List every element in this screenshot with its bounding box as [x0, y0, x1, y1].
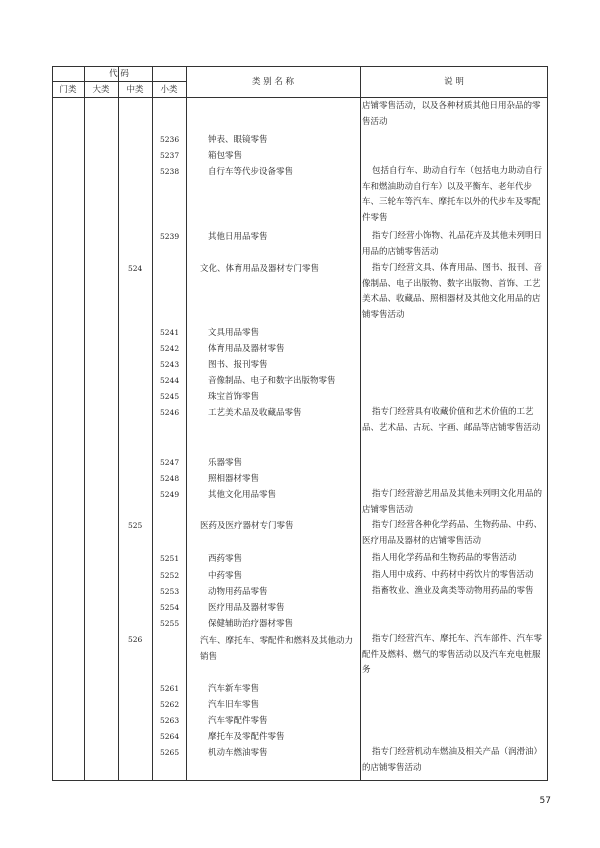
row-description: 指专门经营各种化学药品、生物药品、中药、医疗用品及器材的店铺零售活动 — [362, 520, 543, 546]
row-name: 摩托车及零配件零售 — [208, 732, 285, 742]
row-code: 5254 — [160, 603, 180, 612]
row-code: 5236 — [160, 135, 180, 144]
col-divider-name — [360, 66, 361, 781]
row-description: 指专门经营游艺用品及其他未列明文化用品的店铺零售活动 — [362, 489, 543, 515]
col-divider-menlei — [84, 66, 85, 781]
row-description: 指人用中成药、中药材中药饮片的零售活动 — [372, 570, 534, 580]
row-code: 5252 — [160, 571, 180, 580]
row-name: 珠宝首饰零售 — [208, 392, 260, 402]
row-description: 指畜牧业、渔业及禽类等动物用药品的零售 — [372, 586, 534, 596]
row-code: 5265 — [160, 748, 180, 757]
header-zhonglei: 中类 — [126, 85, 144, 95]
row-code: 5249 — [160, 490, 180, 499]
row-description: 指专门经营小饰物、礼品花卉及其他未列明日用品的店铺零售活动 — [362, 231, 543, 257]
row-name: 照相器材零售 — [208, 474, 260, 484]
header-code-split — [52, 81, 186, 82]
row-name: 自行车等代步设备零售 — [208, 167, 294, 177]
row-code: 526 — [128, 635, 143, 644]
row-code: 5237 — [160, 151, 180, 160]
row-name: 西药零售 — [208, 554, 243, 564]
row-code: 5248 — [160, 474, 180, 483]
row-name: 医药及医疗器材专门零售 — [200, 521, 294, 531]
row-name: 汽车新车零售 — [208, 684, 260, 694]
row-name: 其他文化用品零售 — [208, 490, 277, 500]
row-description: 指人用化学药品和生物药品的零售活动 — [372, 553, 517, 563]
row-code: 5244 — [160, 376, 180, 385]
header-code: 代 码 — [109, 69, 129, 79]
row-description: 指专门经营汽车、摩托车、汽车部件、汽车零配件及燃料、燃气的零售活动以及汽车充电桩服务 — [362, 634, 543, 676]
row-description: 指专门经营文具、体育用品、图书、报刊、音像制品、电子出版物、数字出版物、首饰、工艺美术品、收藏品、照相器材及其他文化用品的店铺零售活动 — [362, 263, 543, 320]
header-category-name: 类 别 名 称 — [251, 77, 295, 87]
row-description: 指专门经营具有收藏价值和艺术价值的工艺品、艺术品、古玩、字画、邮品等店铺零售活动 — [362, 407, 541, 433]
row-code: 5243 — [160, 360, 180, 369]
row-name: 中药零售 — [208, 571, 243, 581]
row-name: 箱包零售 — [208, 151, 243, 161]
row-code: 5253 — [160, 587, 180, 596]
row-description: 指专门经营机动车燃油及相关产品（润滑油）的店铺零售活动 — [362, 747, 543, 773]
row-name: 文化、体育用品及器材专门零售 — [200, 264, 320, 274]
header-explanation: 说 明 — [444, 77, 464, 87]
row-name: 汽车、摩托车、零配件和燃料及其他动力销售 — [200, 636, 354, 662]
header-xiaolei: 小类 — [160, 85, 178, 95]
row-name: 汽车旧车零售 — [208, 700, 260, 710]
row-code: 5245 — [160, 392, 180, 401]
row-name: 其他日用品零售 — [208, 232, 268, 242]
header-menlei: 门类 — [59, 85, 77, 95]
row-name: 医疗用品及器材零售 — [208, 603, 285, 613]
col-divider-zhonglei — [152, 66, 153, 781]
row-code: 5255 — [160, 619, 180, 628]
header-bottom-rule — [52, 97, 548, 98]
row-description: 包括自行车、助动自行车（包括电力助动自行车和燃油助动自行车）以及平衡车、老年代步车、三轮车等汽车、摩托车以外的代步车及零配件零售 — [362, 166, 543, 223]
row-code: 5247 — [160, 458, 180, 467]
row-code: 5262 — [160, 700, 180, 709]
row-name: 乐器零售 — [208, 458, 243, 468]
row-code: 5246 — [160, 408, 180, 417]
row-code: 5239 — [160, 232, 180, 241]
row-code: 5242 — [160, 344, 180, 353]
row-code: 5238 — [160, 167, 180, 176]
col-divider-xiaolei — [186, 66, 187, 781]
continued-description: 店铺零售活动，以及各种材质其他日用杂品的零售活动 — [362, 101, 541, 127]
row-name: 保健辅助治疗器材零售 — [208, 619, 294, 629]
row-code: 524 — [128, 264, 143, 273]
row-code: 5241 — [160, 328, 180, 337]
row-code: 5261 — [160, 684, 180, 693]
row-name: 动物用药品零售 — [208, 587, 268, 597]
row-code: 5264 — [160, 732, 180, 741]
row-code: 5263 — [160, 716, 180, 725]
row-name: 文具用品零售 — [208, 328, 260, 338]
row-name: 钟表、眼镜零售 — [208, 135, 268, 145]
header-dalei: 大类 — [92, 85, 110, 95]
col-divider-dalei — [118, 66, 119, 781]
page-number: 57 — [539, 796, 551, 806]
row-code: 525 — [128, 521, 143, 530]
row-name: 音像制品、电子和数字出版物零售 — [208, 376, 336, 386]
row-code: 5251 — [160, 554, 180, 563]
row-name: 图书、报刊零售 — [208, 360, 268, 370]
row-name: 体育用品及器材零售 — [208, 344, 285, 354]
row-name: 工艺美术品及收藏品零售 — [208, 408, 302, 418]
row-name: 机动车燃油零售 — [208, 748, 268, 758]
row-name: 汽车零配件零售 — [208, 716, 268, 726]
